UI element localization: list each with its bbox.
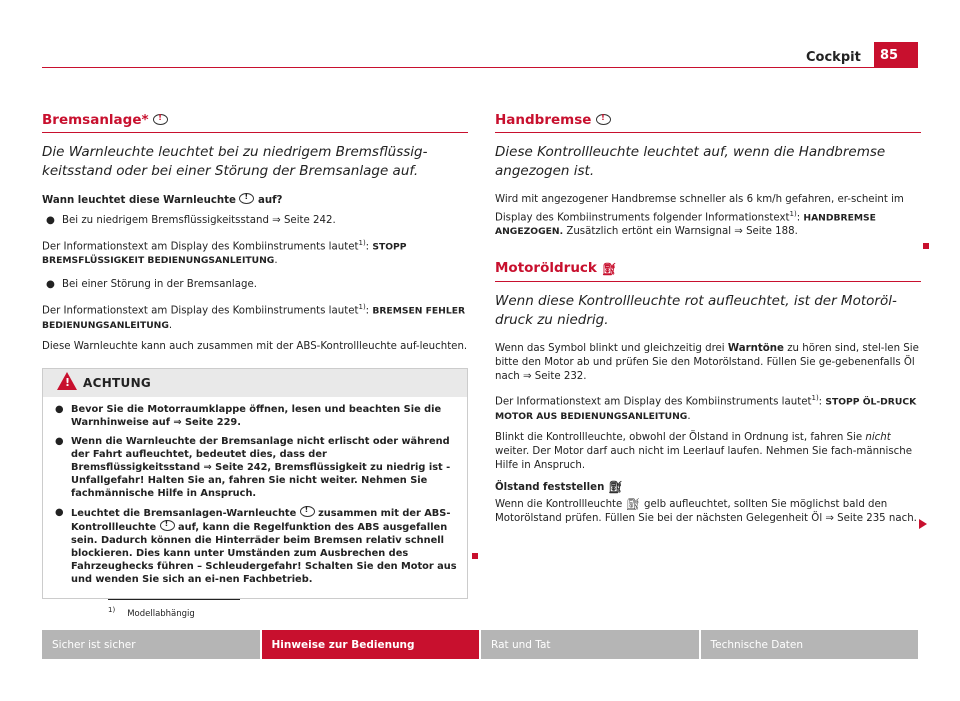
- section-lead: Wenn diese Kontrollleuchte rot aufleuchtet, ist der Motoröl-druck zu niedrig.: [495, 293, 897, 329]
- info-text-2: Der Informationstext am Display des Kombiinstruments lautet$^{1)}$: BREMSEN FEHLER BEDIENUNGSANLEITUNG.: [42, 303, 466, 331]
- oil-text-1: Wenn das Symbol blinkt und gleichzeitig drei Warntöne zu hören sind, stel-len Sie bitte den Motor ab und prüfen Sie den Motorölstand. Füllen Sie ge-gebenenfalls Öl nach ⇒ Seite 232.: [495, 343, 919, 383]
- list-item: ● Bei zu niedrigem Bremsflüssigkeitsstand ⇒ Seite 242.: [46, 215, 336, 226]
- info-text-1: Der Informationstext am Display des Kombiinstruments lautet$^{1)}$: STOPP BREMSFLÜSSIGKEIT BEDIENUNGSANLEITUNG.: [42, 239, 407, 267]
- oil-can-icon: ⛽︎: [625, 496, 641, 511]
- warning-triangle-icon: [57, 372, 77, 390]
- handbrake-text: Wird mit angezogener Handbremse schneller als 6 km/h gefahren, er-scheint im Display des Kombiinstruments folgender Informationstext$^{1)}$: HANDBREMSE ANGEZOGEN. Zusätzlich ertönt ein Warnsignal ⇒ Seite 188.: [495, 194, 904, 238]
- oil-text-3: Blinkt die Kontrollleuchte, obwohl der Ölstand in Ordnung ist, fahren Sie nicht weiter. Der Motor darf auch nicht im Leerlauf laufen. Nehmen Sie fach-männische Hilfe in Anspruch.: [495, 431, 912, 471]
- brake-warning-icon: [239, 193, 254, 204]
- brake-warning-icon: [300, 506, 315, 517]
- footnote: $^{1)}$ Modellabhängig: [108, 606, 195, 619]
- chapter-tabs: [42, 630, 918, 659]
- question-line: Wann leuchtet diese Warnleuchte ! auf?: [42, 193, 468, 208]
- oil-text-4: Wenn die Kontrollleuchte ⛽︎ gelb aufleuchtet, sollten Sie möglichst bald den Motorölstand prüfen. Füllen Sie bei der nächsten Gelegenheit Öl ⇒ Seite 235 nach.: [495, 496, 917, 524]
- oil-can-icon: ⛽︎: [607, 479, 624, 494]
- section-heading-handbremse: Handbremse !: [495, 113, 921, 133]
- section-lead: Die Warnleuchte leuchtet bei zu niedrigem Bremsflüssig-keitsstand oder bei einer Störung der Bremsanlage auf.: [42, 144, 428, 179]
- tab-rat-und-tat[interactable]: Rat und Tat: [481, 630, 701, 659]
- warning-item: ● Leuchtet die Bremsanlagen-Warnleuchte ! zusammen mit der ABS-Kontrollleuchte ! auf, kann die Regelfunktion des ABS ausgefallen sein. Dadurch können die Hinterräder beim Bremsen relativ schnell blockieren. Dies kann unter Umständen zum Ausbrechen des Fahrzeughecks führen – Schleudergefahr! Schalten Sie den Motor aus und wenden Sie sich an ei-nen Fachbetrieb.: [51, 506, 459, 586]
- abs-warning-icon: [160, 520, 175, 531]
- list-item: ● Bei einer Störung in der Bremsanlage.: [46, 279, 257, 291]
- tab-technische-daten[interactable]: Technische Daten: [701, 630, 919, 659]
- left-column: [42, 113, 468, 599]
- handbrake-icon: [596, 114, 611, 125]
- continue-arrow-icon: [919, 519, 927, 529]
- right-column: [495, 113, 921, 533]
- oil-text-2: Der Informationstext am Display des Kombiinstruments lautet$^{1)}$: STOPP ÖL-DRUCK MOTOR AUS BEDIENUNGSANLEITUNG.: [495, 394, 917, 422]
- section-heading-motoroeldruck: Motoröldruck ⛽︎: [495, 261, 921, 282]
- warning-item: ● Wenn die Warnleuchte der Bremsanlage nicht erlischt oder während der Fahrt aufleuchtet, bedeutet dies, dass der Bremsflüssigkeitsstand ⇒ Seite 242, Bremsflüssigkeit zu niedrig ist - Unfallgefahr! Halten Sie an, fahren Sie nicht weiter. Nehmen Sie fachmännische Hilfe in Anspruch.: [55, 435, 451, 499]
- brake-warning-icon: [153, 114, 168, 125]
- warning-title: ACHTUNG: [43, 369, 467, 397]
- section-end-marker: [472, 553, 478, 559]
- warning-item: ● Bevor Sie die Motorraumklappe öffnen, lesen und beachten Sie die Warnhinweise auf ⇒ Seite 229.: [55, 403, 442, 428]
- abs-note: Diese Warnleuchte kann auch zusammen mit der ABS-Kontrollleuchte auf-leuchten.: [42, 340, 468, 352]
- section-end-marker: [923, 243, 929, 249]
- tab-hinweise-zur-bedienung[interactable]: Hinweise zur Bedienung: [262, 630, 482, 659]
- section-heading-bremsanlage: Bremsanlage* !: [42, 113, 468, 133]
- section-lead: Diese Kontrollleuchte leuchtet auf, wenn die Handbremse angezogen ist.: [495, 144, 886, 179]
- sub-heading-oelstand: Ölstand feststellen ⛽︎: [495, 479, 624, 494]
- oil-can-icon: ⛽︎: [601, 262, 617, 277]
- header-rule: [42, 67, 918, 68]
- page-number: 85: [874, 42, 918, 68]
- warning-box: [42, 368, 468, 599]
- page-header-title: Cockpit: [806, 50, 861, 65]
- footnote-rule: [108, 599, 240, 600]
- tab-sicher-ist-sicher[interactable]: Sicher ist sicher: [42, 630, 262, 659]
